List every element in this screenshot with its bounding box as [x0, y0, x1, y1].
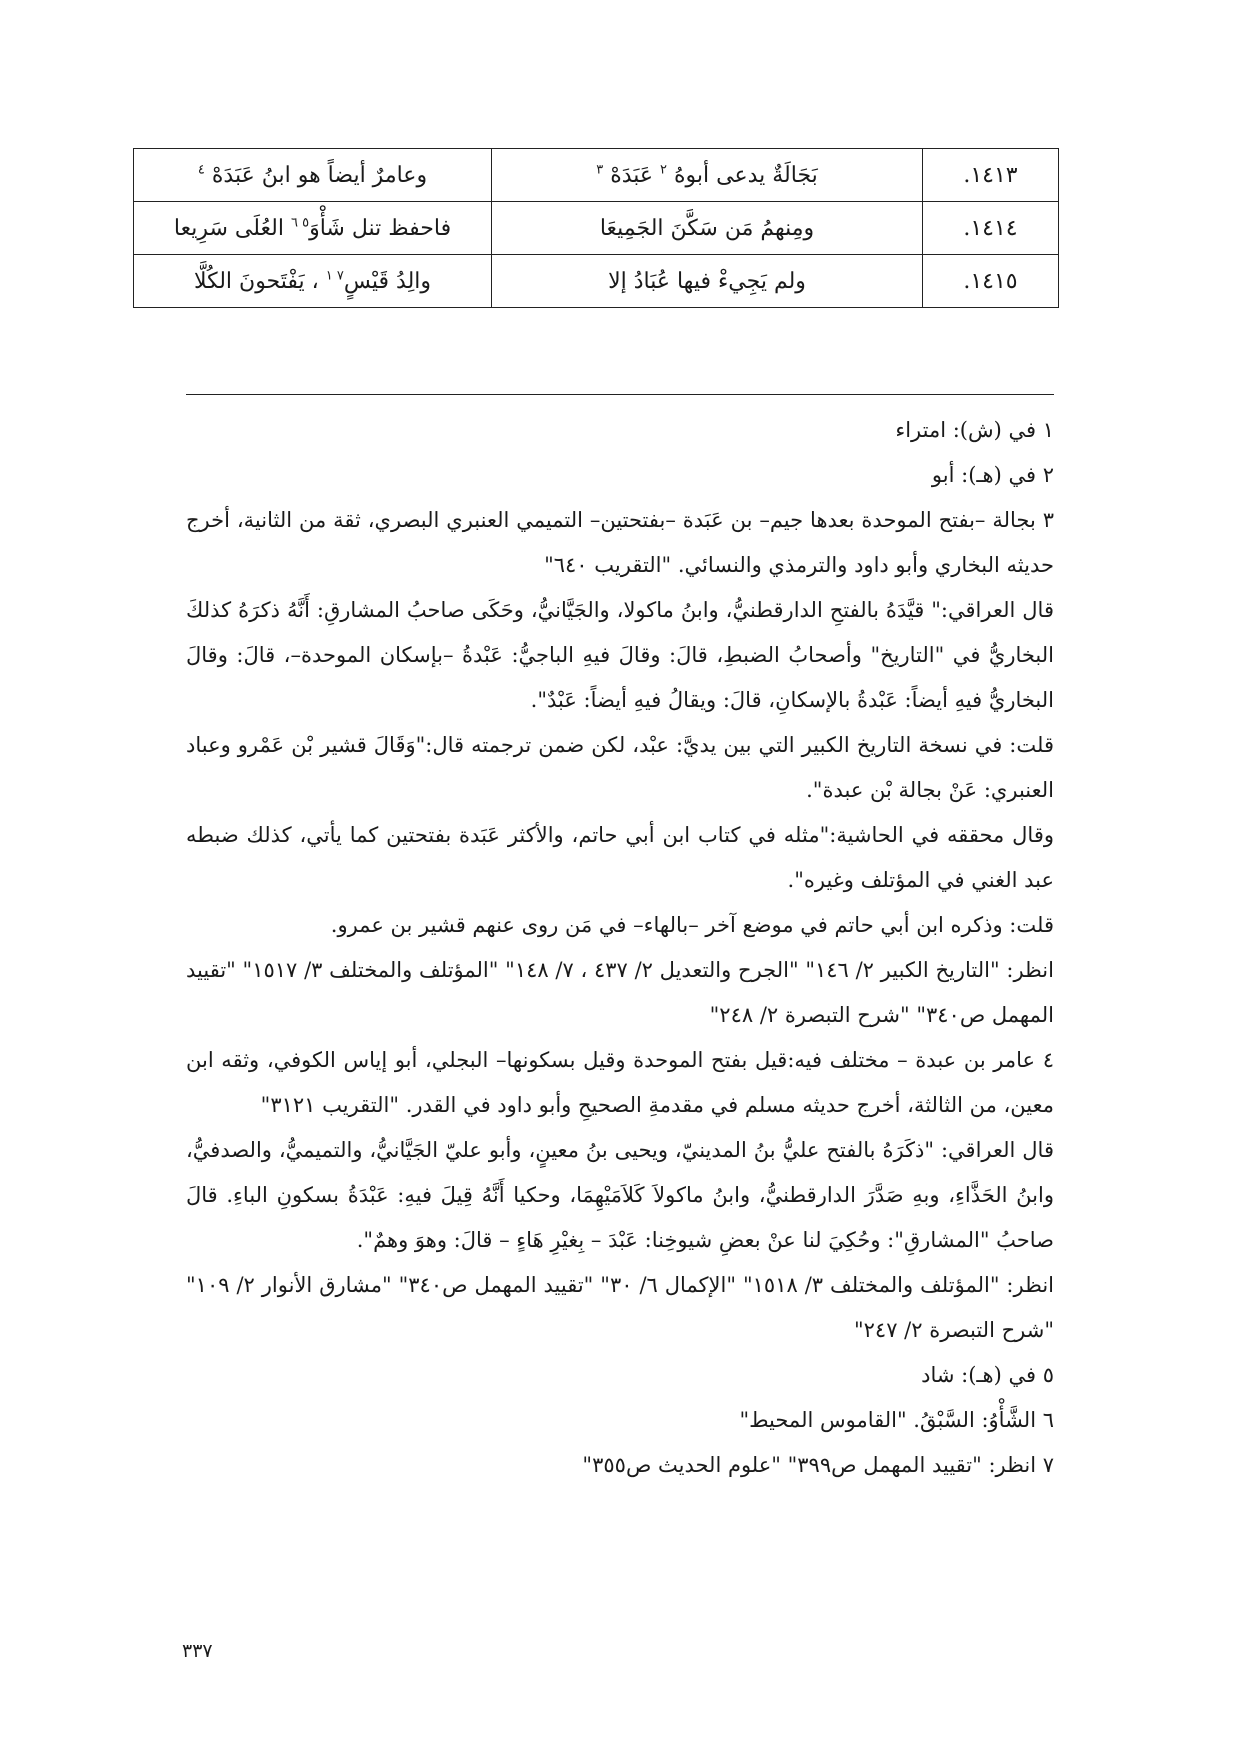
footnote-paragraph: انظر: "التاريخ الكبير ٢/ ١٤٦" "الجرح والتعديل ٢/ ٤٣٧ ، ٧/ ١٤٨" "المؤتلف والمختلف ٣/ ١٥١٧" "تقييد المهمل ص٣٤٠" "شرح التبصرة ٢/ ٢٤٨" [186, 958, 1054, 1027]
footnote-marker: ٣ [596, 162, 604, 178]
page-number: ٣٣٧ [182, 1640, 213, 1662]
footnote-paragraph: قال العراقي:" قيَّدَهُ بالفتحِ الدارقطنيُّ، وابنُ ماكولا، والجَيَّانيُّ، وحَكَى صاحبُ المشارقِ: أَنَّهُ ذكرَهُ كذلكَ البخاريُّ في "التاريخ" وأصحابُ الضبطِ، قالَ: وقالَ فيهِ الباجيُّ: عَبْدةُ –بإسكان الموحدة–، قالَ: وقالَ البخاريُّ فيهِ أيضاً: عَبْدةُ بالإسكانِ، قالَ: ويقالُ فيهِ أيضاً: عَبْدٌ". [186, 598, 1054, 712]
footnote-marker: ٧ ١ [325, 268, 344, 284]
footnote: ١ في (ش): امتراء [895, 418, 1054, 442]
footnote: ٥ في (هـ): شاد [921, 1363, 1054, 1387]
second-hemistich [134, 202, 492, 255]
hemistich-text: ، يَفْتَحونَ الكُلَّا [193, 268, 319, 294]
footnote-paragraph: قال العراقي: "ذكَرَهُ بالفتح عليُّ بنُ المدينيّ، ويحيى بنُ معينٍ، وأبو عليّ الجَيَّانيُّ، والتميميُّ، والصدفيُّ، وابنُ الحَذَّاءِ، وبهِ صَدَّرَ الدارقطنيُّ، وابنُ ماكولاَ كَلاَمَيْهِمَا، وحكيا أَنَّهُ قِيلَ فيهِ: عَبْدَةُ بسكونِ الباءِ. قالَ صاحبُ "المشارقِ": وحُكِيَ لنا عنْ بعضِ شيوخِنا: عَبْدَ – بِغيْرِ هَاءٍ – قالَ: وهوَ وهمٌ". [186, 1138, 1054, 1252]
verse-number: ١٤١٣. [923, 149, 1059, 202]
footnote: ٤ عامر بن عبدة – مختلف فيه:قيل بفتح الموحدة وقيل بسكونها– البجلي، أبو إياس الكوفي، وثقه ابن معين، من الثالثة، أخرج حديثه مسلم في مقدمةِ الصحيحِ وأبو داود في القدر. "التقريب ٣١٢١" [186, 1048, 1054, 1117]
first-hemistich [492, 255, 923, 308]
footnote-paragraph: انظر: "المؤتلف والمختلف ٣/ ١٥١٨" "الإكمال ٦/ ٣٠" "تقييد المهمل ص٣٤٠" "مشارق الأنوار ٢/ ١٠٩" "شرح التبصرة ٢/ ٢٤٧" [186, 1273, 1054, 1342]
hemistich-text: وعامرٌ أيضاً هو ابنُ عَبَدَهْ [211, 162, 428, 188]
footnote: ٧ انظر: "تقييد المهمل ص٣٩٩" "علوم الحديث ص٣٥٥" [582, 1453, 1054, 1477]
verse-row [134, 255, 1059, 308]
verse-row [134, 202, 1059, 255]
footnotes [186, 408, 1054, 1488]
second-hemistich [134, 149, 492, 202]
footnote-paragraph: قلت: وذكره ابن أبي حاتم في موضع آخر –بالهاء– في مَن روى عنهم قشير بن عمرو. [330, 913, 1054, 937]
hemistich-text: ولم يَجِيءْ فيها عُبَادُ إلا [608, 268, 806, 294]
hemistich-text: بَجَالَةٌ يدعى أبوهُ [674, 162, 818, 188]
footnote: ٦ الشَّأْوُ: السَّبْقُ. "القاموس المحيط" [739, 1408, 1054, 1432]
footnote-marker: ٤ [197, 162, 205, 178]
footnote-paragraph: وقال محققه في الحاشية:"مثله في كتاب ابن أبي حاتم، والأكثر عَبَدة بفتحتين كما يأتي، كذلك ضبطه عبد الغني في المؤتلف وغيره". [186, 823, 1054, 892]
footnote-paragraph: قلت: في نسخة التاريخ الكبير التي بين يديَّ: عبْد، لكن ضمن ترجمته قال:"وَقَالَ قشير بْن عَمْرو وعباد العنبري: عَنْ بجالة بْن عبدة". [186, 733, 1054, 802]
second-hemistich [134, 255, 492, 308]
footnote-marker: ٥ ٦ [290, 215, 310, 231]
hemistich-text: ومِنهمُ مَن سَكَّنَ الجَمِيعَا [599, 215, 815, 241]
footnote: ٣ بجالة –بفتح الموحدة بعدها جيم– بن عَبَدة –بفتحتين– التميمي العنبري البصري، ثقة من الثانية، أخرج حديثه البخاري وأبو داود والترمذي والنسائي. "التقريب ٦٤٠" [186, 508, 1054, 577]
verse-number: ١٤١٥. [923, 255, 1059, 308]
verse-table [133, 148, 1059, 308]
first-hemistich [492, 149, 923, 202]
first-hemistich [492, 202, 923, 255]
hemistich-text: العُلَى سَرِيعا [173, 215, 284, 241]
verse-row [134, 149, 1059, 202]
hemistich-text: والِدُ قَيْسٍ [343, 268, 432, 294]
footnote-separator [186, 394, 1054, 395]
hemistich-text: فاحفظ تنل شَأْوَ [309, 215, 452, 241]
footnote: ٢ في (هـ): أبو [931, 463, 1054, 487]
verse-number: ١٤١٤. [923, 202, 1059, 255]
hemistich-text: عَبَدَهْ [610, 162, 654, 188]
footnote-marker: ٢ [660, 162, 668, 178]
